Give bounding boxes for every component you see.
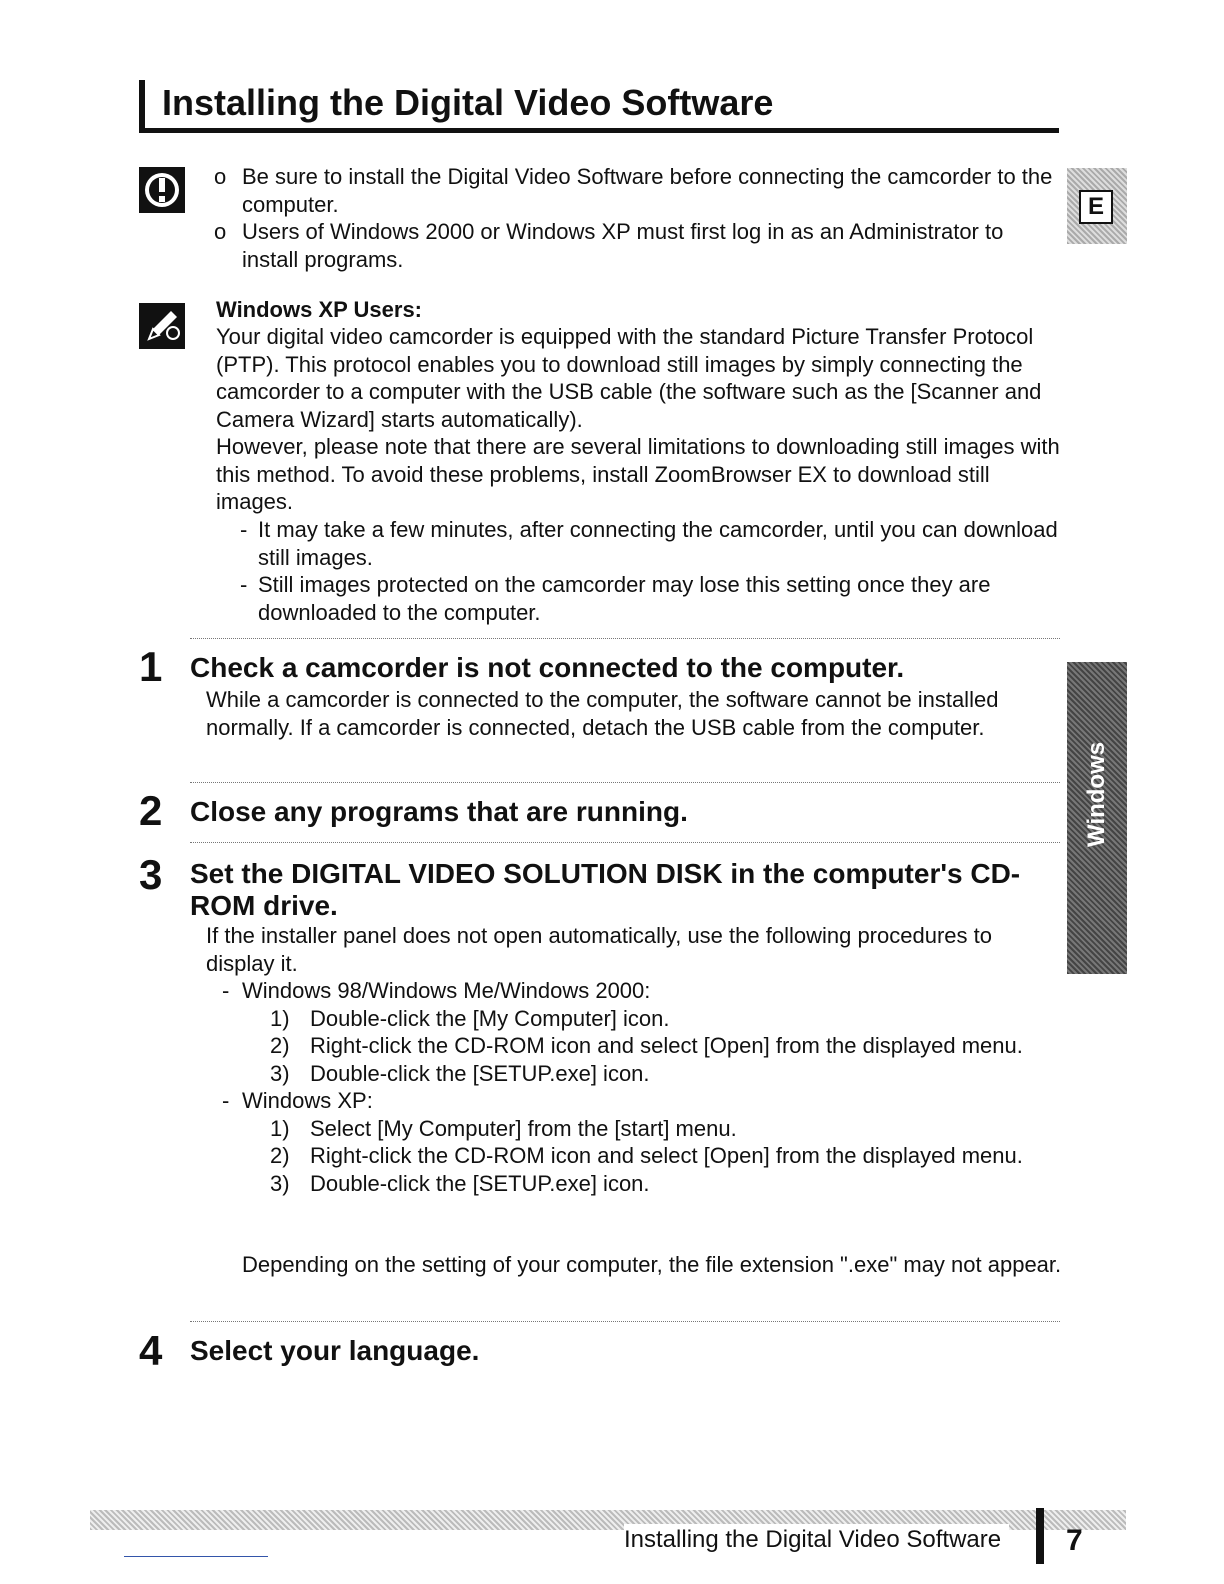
step-title: Select your language.	[190, 1335, 480, 1366]
step-note: Depending on the setting of your computer, the file extension ".exe" may not appear.	[242, 1252, 1062, 1277]
procedure-step	[242, 1005, 1062, 1033]
caution-item: o Be sure to install the Digital Video Software before connecting the camcorder to the computer.	[214, 163, 1059, 218]
caution-item: o Users of Windows 2000 or Windows XP must first log in as an Administrator to install programs.	[214, 218, 1059, 273]
step-title: Set the DIGITAL VIDEO SOLUTION DISK in the computer's CD-ROM drive.	[190, 858, 1021, 921]
step-title: Check a camcorder is not connected to the computer.	[190, 652, 905, 683]
page-number: 7	[1066, 1524, 1083, 1557]
section-divider	[190, 638, 1060, 639]
caution-list	[214, 163, 1059, 273]
step-body: If the installer panel does not open automatically, use the following procedures to display it.	[206, 923, 992, 976]
procedure-step-number: 2)	[270, 1033, 290, 1058]
section-tab-label: Windows	[1083, 741, 1110, 847]
procedure-list	[222, 977, 1062, 1197]
procedure-group	[222, 1087, 1062, 1197]
procedure-step	[242, 1060, 1062, 1088]
page-title: Installing the Digital Video Software	[162, 82, 774, 123]
procedure-step-text: Right-click the CD-ROM icon and select [Open] from the displayed menu.	[310, 1033, 1023, 1058]
procedure-step-number: 3)	[270, 1170, 290, 1196]
caution-icon	[139, 167, 185, 213]
footer-label: Installing the Digital Video Software	[624, 1524, 1009, 1556]
note-paragraph: Your digital video camcorder is equipped with the standard Picture Transfer Protocol (PTP). This protocol enables you to download still images by simply connecting the camcorder to a computer with the USB cable (the software such as the [Scanner and Camera Wizard] starts automatically).	[216, 324, 1042, 432]
procedure-step-text: Select [My Computer] from the [start] menu.	[310, 1115, 737, 1141]
language-code: E	[1079, 190, 1113, 224]
section-divider	[190, 1321, 1060, 1322]
procedure-step	[242, 1032, 1062, 1060]
step-number: 2	[139, 787, 163, 834]
procedure-step-number: 1)	[270, 1115, 290, 1141]
title-accent-bar	[139, 80, 145, 132]
note-bullets	[240, 516, 1060, 626]
procedure-os: Windows XP:	[242, 1088, 373, 1113]
note-heading: Windows XP Users:	[216, 297, 423, 322]
step-body: While a camcorder is connected to the computer, the software cannot be installed normally. If a camcorder is connected, detach the USB cable from the computer.	[206, 687, 999, 740]
procedure-steps	[242, 1115, 1062, 1198]
section-divider	[190, 842, 1060, 843]
footer-rule	[124, 1556, 268, 1557]
procedure-step-number: 2)	[270, 1143, 290, 1168]
procedure-step-number: 3)	[270, 1060, 290, 1086]
title-underline	[139, 128, 1059, 133]
procedure-step-text: Double-click the [SETUP.exe] icon.	[310, 1170, 650, 1196]
step-number: 3	[139, 851, 163, 898]
procedure-group	[222, 977, 1062, 1087]
section-divider	[190, 782, 1060, 783]
procedure-step	[242, 1142, 1062, 1170]
note-body	[216, 323, 1061, 516]
footer-divider	[1036, 1508, 1044, 1564]
procedure-step-number: 1)	[270, 1005, 290, 1031]
note-bullet: - Still images protected on the camcorder may lose this setting once they are downloaded to the computer.	[240, 571, 1060, 626]
procedure-steps	[242, 1005, 1062, 1088]
note-bullet: - It may take a few minutes, after connecting the camcorder, until you can download still images.	[240, 516, 1060, 571]
note-paragraph: However, please note that there are several limitations to downloading still images with this method. To avoid these problems, install ZoomBrowser EX to download still images.	[216, 434, 1060, 514]
pencil-note-icon	[139, 303, 185, 349]
procedure-step-text: Double-click the [My Computer] icon.	[310, 1005, 670, 1031]
procedure-step	[242, 1170, 1062, 1198]
procedure-step-text: Double-click the [SETUP.exe] icon.	[310, 1060, 650, 1086]
step-number: 1	[139, 643, 163, 690]
procedure-step	[242, 1115, 1062, 1143]
procedure-step-text: Right-click the CD-ROM icon and select [Open] from the displayed menu.	[310, 1143, 1023, 1168]
step-number: 4	[139, 1327, 163, 1374]
procedure-os: Windows 98/Windows Me/Windows 2000:	[242, 978, 651, 1003]
step-title: Close any programs that are running.	[190, 796, 688, 827]
